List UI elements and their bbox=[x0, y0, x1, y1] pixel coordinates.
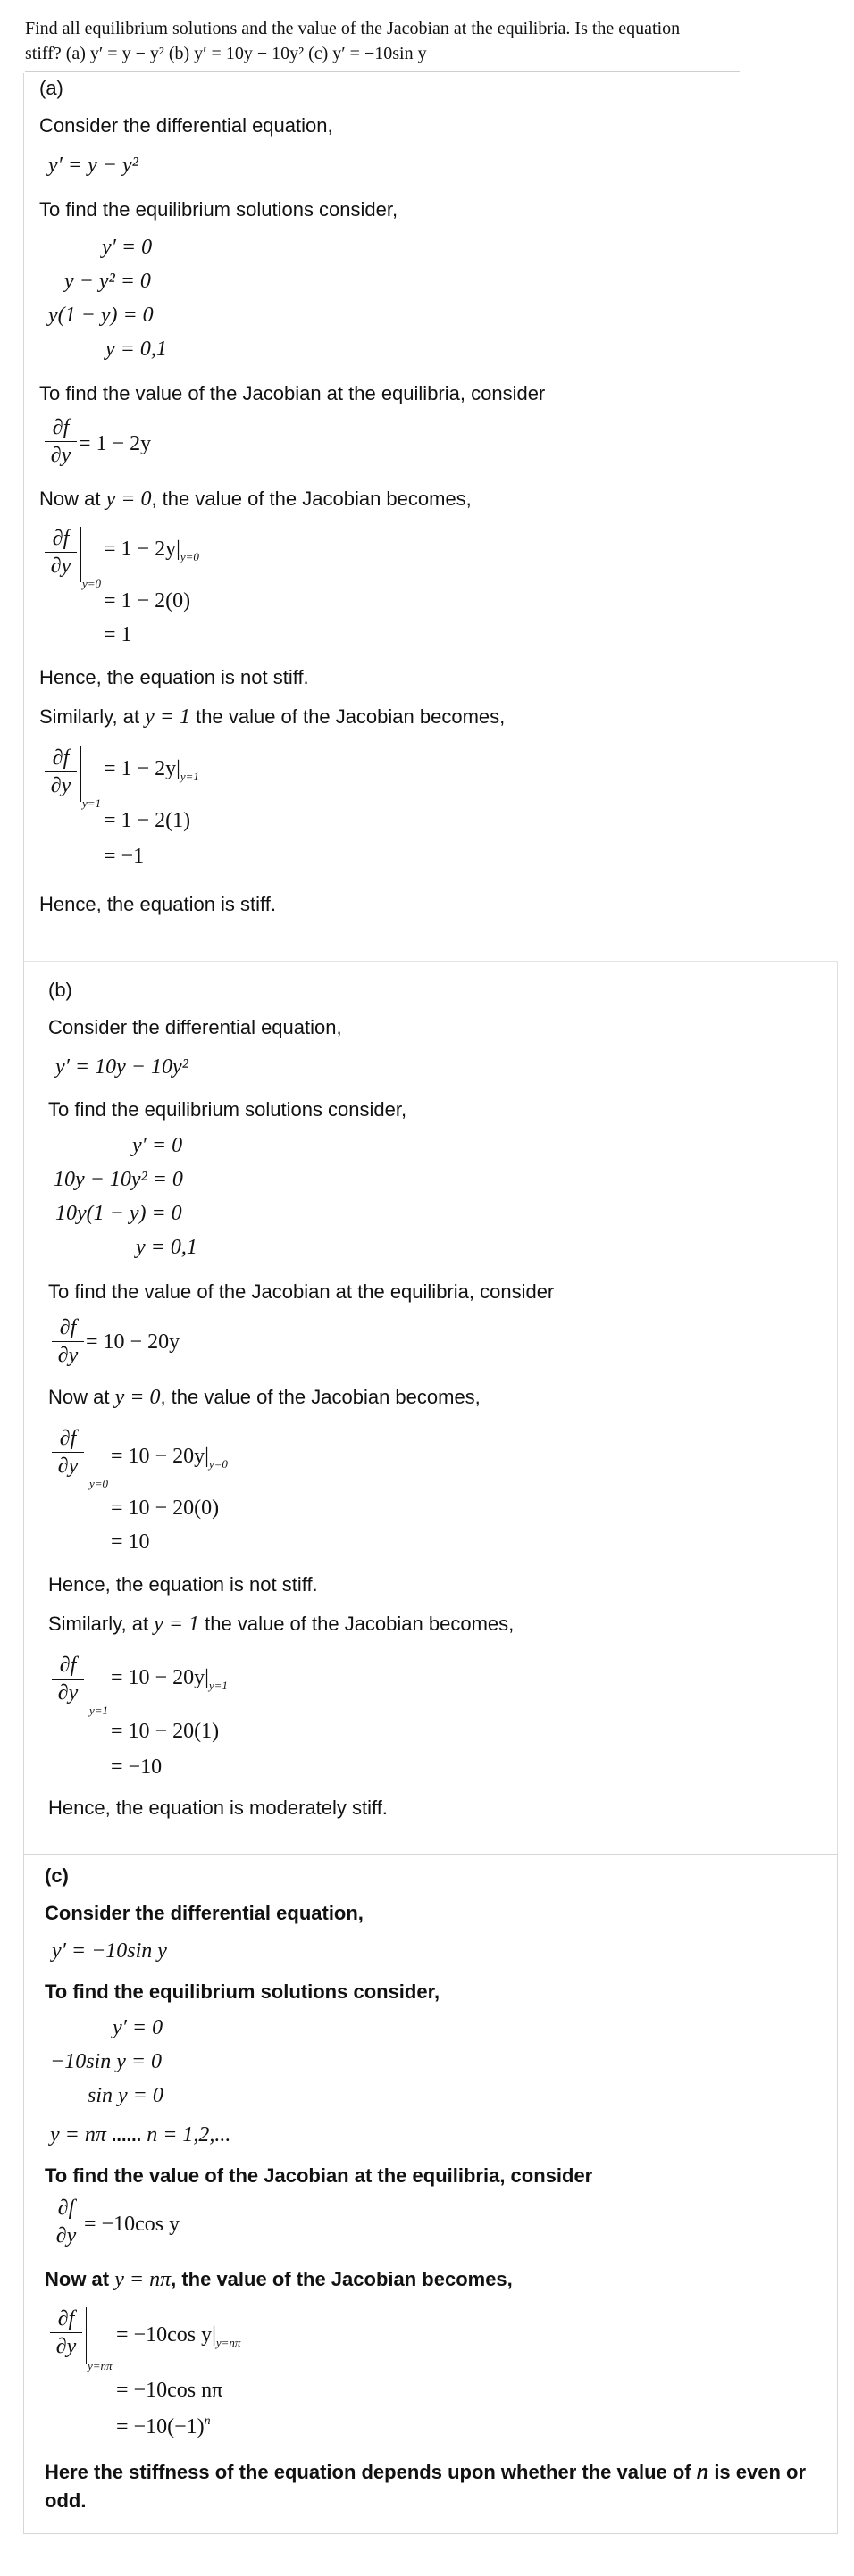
part-a-j1-evalbar bbox=[80, 746, 81, 802]
part-a-j0-l1-sub: y=0 bbox=[180, 550, 199, 563]
fraction-bar bbox=[52, 1452, 84, 1453]
part-c-ode: y′ = −10sin y bbox=[52, 1939, 167, 1963]
part-a-step3: y(1 − y) = 0 bbox=[48, 304, 154, 327]
fraction-bar bbox=[52, 1679, 84, 1680]
part-b-j0-l3: = 10 bbox=[111, 1530, 150, 1554]
part-b-j0-l1 bbox=[111, 1445, 228, 1471]
question-line-1: Find all equilibrium solutions and the value of the Jacobian at the equilibria. Is the equation bbox=[25, 19, 681, 38]
part-a-at1-post: the value of the Jacobian becomes, bbox=[190, 705, 506, 728]
part-b-j1-l1-sub: y=1 bbox=[208, 1679, 228, 1692]
part-c-j-l1-sub: y=nπ bbox=[215, 2336, 241, 2349]
part-a-j1-l2: = 1 − 2(1) bbox=[104, 809, 191, 832]
part-b-j0-l1-sub: y=0 bbox=[208, 1457, 228, 1471]
part-c-step2: −10sin y = 0 bbox=[50, 2050, 163, 2073]
part-c-conclusion-line-2: odd. bbox=[45, 2489, 87, 2512]
part-b-j1-l1-main: = 10 − 20y| bbox=[111, 1666, 209, 1689]
part-b-j0-l1-main: = 10 − 20y| bbox=[111, 1445, 209, 1468]
part-a-j1-sub: y=1 bbox=[82, 796, 102, 810]
fraction-numerator: ∂f bbox=[57, 2197, 75, 2220]
part-c-j-fraction bbox=[50, 2307, 82, 2358]
part-c-step4-math: y = nπ bbox=[50, 2123, 106, 2147]
part-a-conclusion-0: Hence, the equation is not stiff. bbox=[39, 666, 309, 688]
part-a-consider: Consider the differential equation, bbox=[39, 114, 333, 137]
part-b-j1-sub: y=1 bbox=[89, 1704, 109, 1717]
fraction-denominator: ∂y bbox=[50, 554, 71, 578]
fraction-denominator: ∂y bbox=[50, 444, 71, 467]
part-b-jacobian: = 10 − 20y bbox=[86, 1330, 180, 1354]
fraction-denominator: ∂y bbox=[57, 1344, 79, 1367]
part-a-at0-post: , the value of the Jacobian becomes, bbox=[151, 488, 472, 510]
part-a-at0-line bbox=[39, 488, 472, 512]
fraction-denominator: ∂y bbox=[50, 774, 71, 797]
part-b-j0-sub: y=0 bbox=[89, 1477, 109, 1490]
part-c-label: (c) bbox=[45, 1864, 69, 1887]
part-b-step4: y = 0,1 bbox=[136, 1236, 197, 1259]
fraction-numerator: ∂f bbox=[59, 1654, 77, 1677]
part-c-step3: sin y = 0 bbox=[88, 2084, 163, 2107]
part-a-at1-math: y = 1 bbox=[145, 705, 191, 729]
part-c-concl-var: n bbox=[696, 2461, 709, 2483]
part-b-at1-math: y = 1 bbox=[154, 1613, 200, 1636]
fraction-bar bbox=[50, 2332, 82, 2333]
part-b-consider: Consider the differential equation, bbox=[48, 1016, 342, 1038]
part-a-j1-fraction bbox=[45, 746, 77, 797]
fraction-denominator: ∂y bbox=[55, 2335, 77, 2358]
part-a-jacobian: = 1 − 2y bbox=[79, 432, 152, 455]
part-a-partial-fraction bbox=[45, 416, 77, 467]
fraction-numerator: ∂f bbox=[57, 2307, 75, 2330]
part-a-at1-line bbox=[39, 705, 505, 729]
part-c-partial-fraction bbox=[50, 2197, 82, 2247]
part-c-j-sub: y=nπ bbox=[88, 2359, 113, 2372]
part-c-j-l1-main: = −10cos y| bbox=[116, 2323, 216, 2347]
part-b-j1-fraction bbox=[52, 1654, 84, 1705]
part-b-j1-l2: = 10 − 20(1) bbox=[111, 1720, 220, 1743]
part-b-j0-fraction bbox=[52, 1427, 84, 1478]
question-text bbox=[25, 16, 740, 72]
part-a-at0-math: y = 0 bbox=[105, 488, 152, 511]
part-c-at-line bbox=[45, 2268, 513, 2292]
part-a-at1-pre: Similarly, at bbox=[39, 705, 146, 728]
part-a-ode: y′ = y − y² bbox=[48, 154, 138, 177]
part-b-step3: 10y(1 − y) = 0 bbox=[55, 1202, 182, 1225]
part-c-conclusion-line-1 bbox=[45, 2461, 806, 2484]
part-a-j0-l1 bbox=[104, 538, 199, 564]
part-b-j1-l1 bbox=[111, 1666, 228, 1693]
fraction-numerator: ∂f bbox=[52, 746, 70, 770]
fraction-denominator: ∂y bbox=[55, 2224, 77, 2247]
fraction-bar bbox=[45, 441, 77, 442]
fraction-numerator: ∂f bbox=[59, 1427, 77, 1450]
part-a-j1-l1-main: = 1 − 2y| bbox=[104, 757, 180, 780]
part-c-consider: Consider the differential equation, bbox=[45, 1902, 364, 1924]
fraction-numerator: ∂f bbox=[59, 1316, 77, 1339]
part-a-j1-l3: = −1 bbox=[104, 845, 145, 868]
part-c-step4-n: n = 1,2,... bbox=[147, 2123, 231, 2147]
part-c-eq-intro: To find the equilibrium solutions consider, bbox=[45, 1980, 440, 2003]
part-c-j-l3-sup: n bbox=[204, 2414, 211, 2428]
part-b-partial-fraction bbox=[52, 1316, 84, 1367]
part-b-step1: y′ = 0 bbox=[132, 1134, 183, 1157]
part-a-label: (a) bbox=[39, 77, 63, 99]
part-b-j1-l3: = −10 bbox=[111, 1755, 163, 1779]
fraction-denominator: ∂y bbox=[57, 1681, 79, 1705]
fraction-denominator: ∂y bbox=[57, 1455, 79, 1478]
part-b-eq-intro: To find the equilibrium solutions consider, bbox=[48, 1098, 407, 1121]
part-b-at1-post: the value of the Jacobian becomes, bbox=[199, 1613, 515, 1635]
part-c-concl-pre: Here the stiffness of the equation depends upon whether the value of bbox=[45, 2461, 697, 2483]
part-c-step4 bbox=[50, 2123, 230, 2147]
part-b-conclusion-0: Hence, the equation is not stiff. bbox=[48, 1573, 318, 1596]
part-b-at1-line bbox=[48, 1613, 514, 1637]
part-a-step2: y − y² = 0 bbox=[64, 270, 151, 293]
part-a-j1-l1 bbox=[104, 757, 199, 784]
part-c-j-evalbar bbox=[86, 2307, 87, 2364]
part-a-j1-l1-sub: y=1 bbox=[180, 770, 199, 783]
part-c-j-l2: = −10cos nπ bbox=[116, 2379, 223, 2402]
part-c-jac-intro: To find the value of the Jacobian at the equilibria, consider bbox=[45, 2164, 593, 2187]
part-a-step1: y′ = 0 bbox=[102, 236, 153, 259]
part-b-at0-math: y = 0 bbox=[114, 1386, 161, 1409]
fraction-bar bbox=[52, 1341, 84, 1342]
part-c-jacobian: = −10cos y bbox=[84, 2213, 180, 2236]
part-b-step2: 10y − 10y² = 0 bbox=[54, 1168, 183, 1191]
part-c-at-math: y = nπ bbox=[114, 2268, 172, 2291]
fraction-bar bbox=[45, 552, 77, 553]
part-c-step1: y′ = 0 bbox=[113, 2016, 163, 2039]
part-c-at-post: , the value of the Jacobian becomes, bbox=[171, 2268, 513, 2290]
part-a-j0-sub: y=0 bbox=[82, 577, 102, 590]
part-b-label: (b) bbox=[48, 979, 72, 1001]
fraction-numerator: ∂f bbox=[52, 416, 70, 439]
part-b-jac-intro: To find the value of the Jacobian at the equilibria, consider bbox=[48, 1280, 555, 1303]
part-b-j0-l2: = 10 − 20(0) bbox=[111, 1496, 220, 1520]
part-c-j-l3 bbox=[116, 2414, 211, 2439]
part-b-ode: y′ = 10y − 10y² bbox=[55, 1055, 188, 1079]
part-c-concl-post: is even or bbox=[708, 2461, 807, 2483]
fraction-numerator: ∂f bbox=[52, 527, 70, 550]
part-a-jac-intro: To find the value of the Jacobian at the equilibria, consider bbox=[39, 382, 546, 404]
fraction-bar bbox=[45, 771, 77, 772]
part-a-j0-evalbar bbox=[80, 527, 81, 582]
question-line-2: stiff? (a) y′ = y − y² (b) y′ = 10y − 10y² (c) y′ = −10sin y bbox=[25, 44, 427, 63]
part-a-at0-pre: Now at bbox=[39, 488, 106, 510]
part-a-j0-l2: = 1 − 2(0) bbox=[104, 589, 191, 613]
part-a-j0-fraction bbox=[45, 527, 77, 578]
part-c-step4-dots: ...... bbox=[111, 2126, 142, 2146]
part-b-at0-post: , the value of the Jacobian becomes, bbox=[160, 1386, 481, 1408]
part-a-j0-l3: = 1 bbox=[104, 623, 132, 646]
part-a-eq-intro: To find the equilibrium solutions consider, bbox=[39, 198, 398, 221]
part-c-j-l1 bbox=[116, 2323, 240, 2350]
part-b-at0-line bbox=[48, 1386, 481, 1410]
part-a-step4: y = 0,1 bbox=[105, 338, 167, 361]
part-c-j-l3-main: = −10(−1) bbox=[116, 2415, 205, 2438]
part-b-conclusion-1: Hence, the equation is moderately stiff. bbox=[48, 1797, 388, 1819]
part-b-at1-pre: Similarly, at bbox=[48, 1613, 155, 1635]
part-c-at-pre: Now at bbox=[45, 2268, 115, 2290]
part-a-j0-l1-main: = 1 − 2y| bbox=[104, 538, 180, 561]
part-b-at0-pre: Now at bbox=[48, 1386, 115, 1408]
part-a-conclusion-1: Hence, the equation is stiff. bbox=[39, 893, 276, 915]
